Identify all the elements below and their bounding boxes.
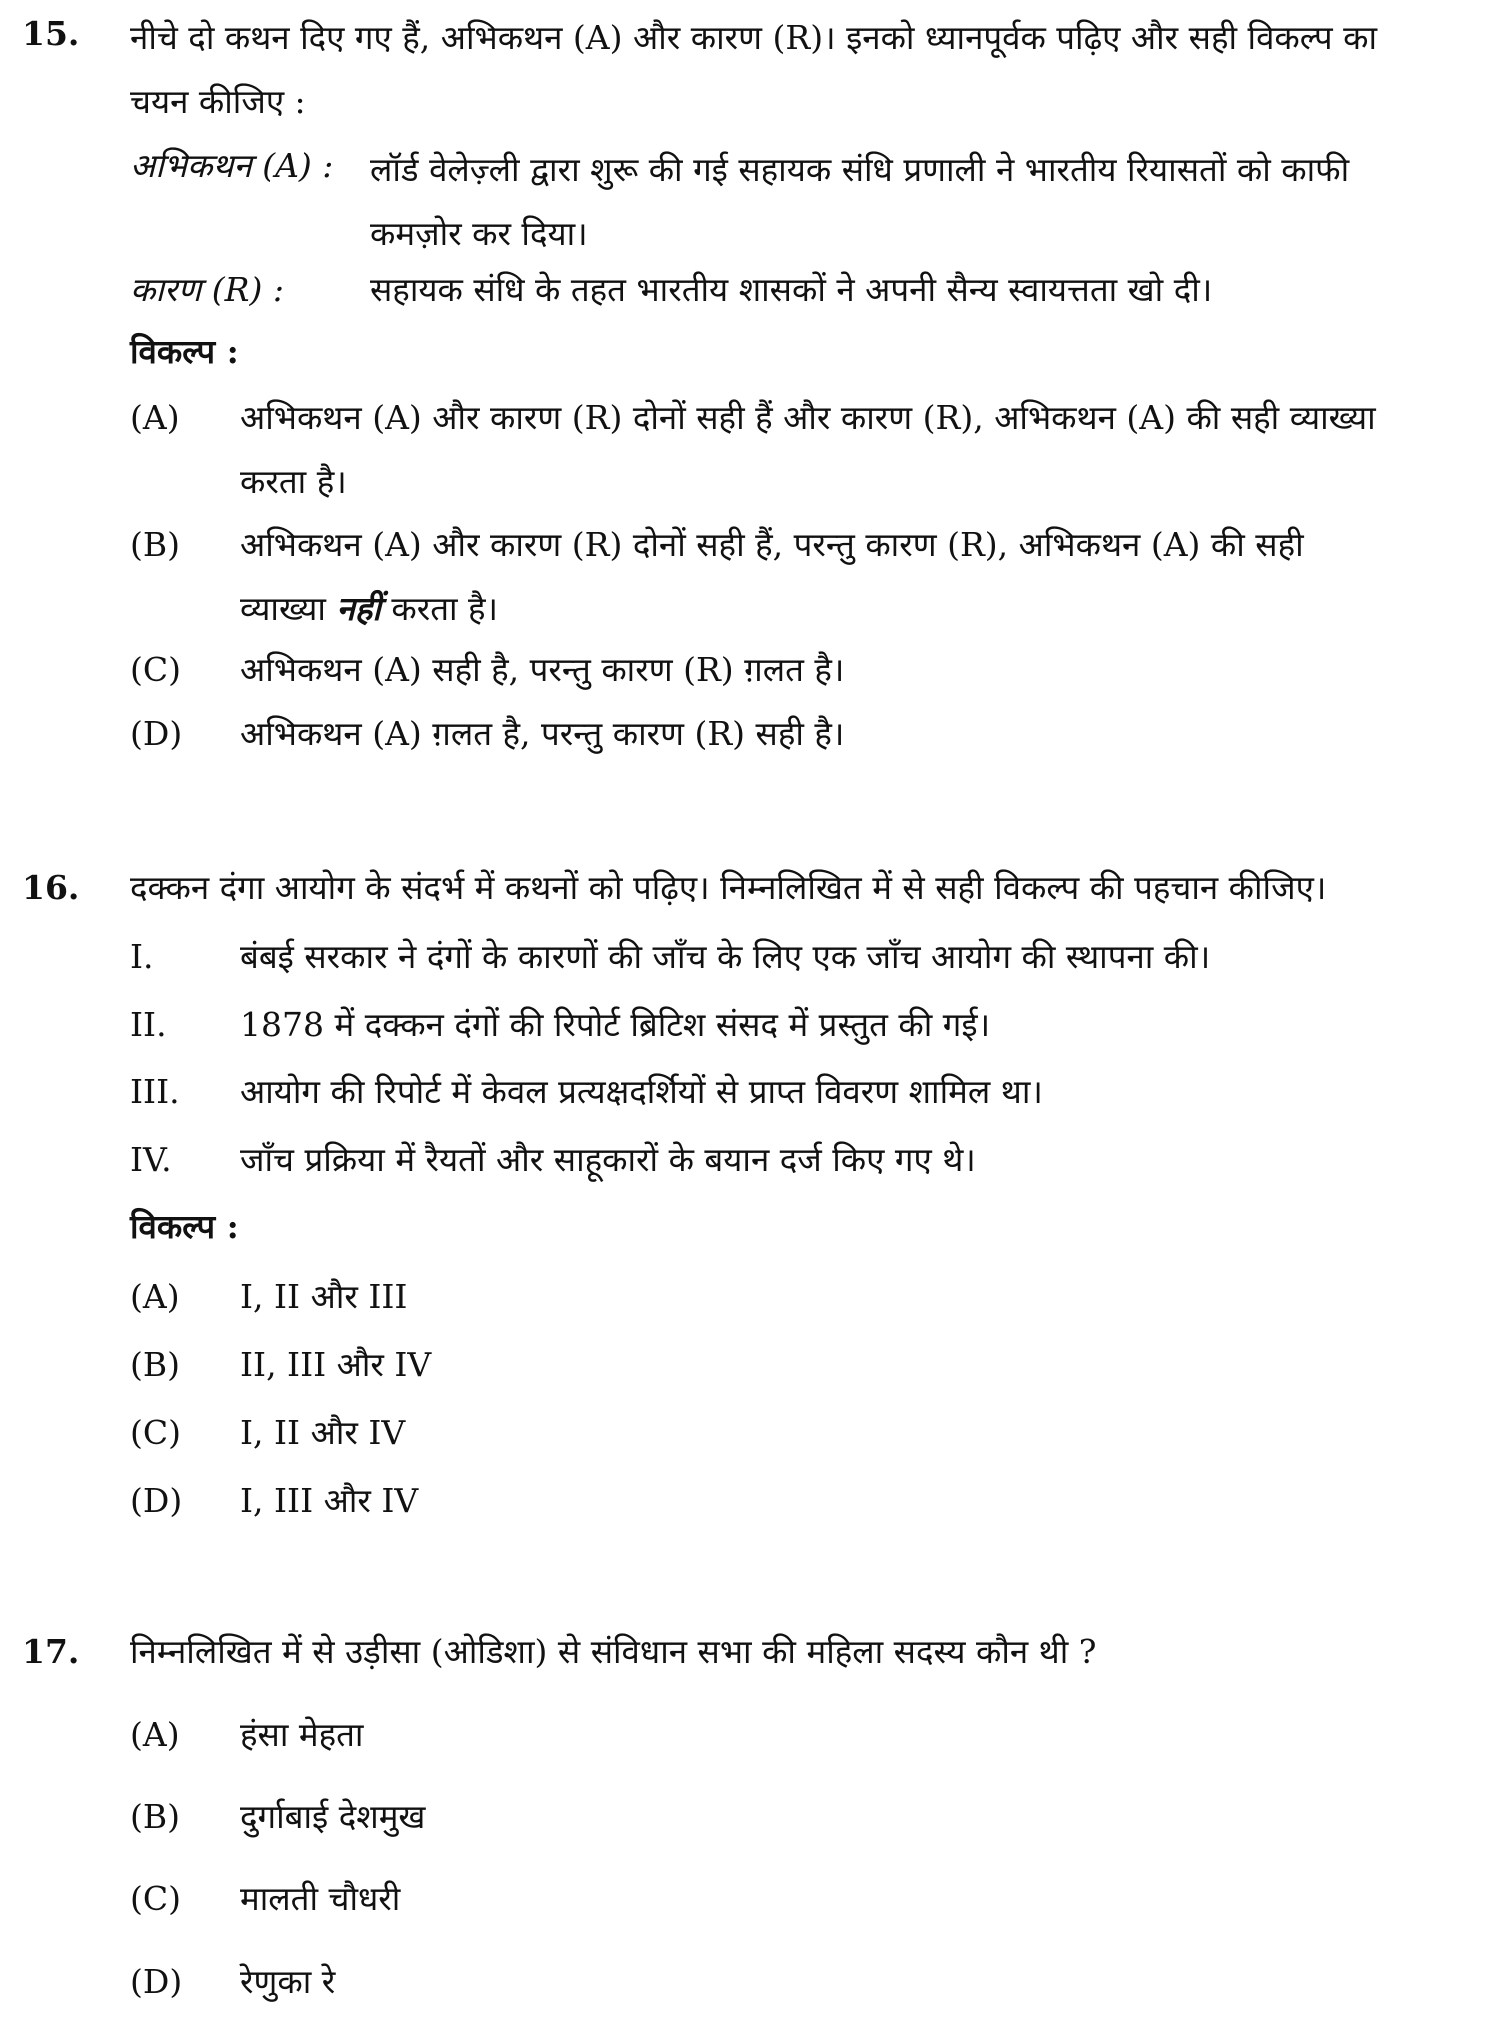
assertion-text: लॉर्ड वेलेज़्ली द्वारा शुरू की गई सहायक संधि प्रणाली ने भारतीय रियासतों को काफी कमज़ोर कर दिया। <box>370 150 1350 253</box>
option-label: (A) <box>130 1715 180 1754</box>
option-label: (D) <box>130 1481 183 1520</box>
statement-text: 1878 में दक्कन दंगों की रिपोर्ट ब्रिटिश संसद में प्रस्तुत की गई। <box>240 1005 991 1044</box>
option-label: (C) <box>130 650 181 689</box>
assertion-label: अभिकथन (A) : <box>130 146 334 185</box>
option-label: (B) <box>130 1797 180 1836</box>
statement-label: III. <box>130 1072 180 1111</box>
option-label: (A) <box>130 398 180 437</box>
emphasis-text: नहीं <box>336 589 381 628</box>
question-number: 16. <box>22 868 80 907</box>
option-text: हंसा मेहता <box>240 1715 364 1754</box>
option-text-after: करता है। <box>380 589 499 628</box>
option-label: (B) <box>130 525 180 564</box>
question-stem: नीचे दो कथन दिए गए हैं, अभिकथन (A) और कारण (R)। इनको ध्यानपूर्वक पढ़िए और सही विकल्प का चयन कीजिए : <box>130 18 1378 121</box>
option-label: (C) <box>130 1413 181 1452</box>
option-label: (D) <box>130 714 183 753</box>
question-number: 15. <box>22 14 80 53</box>
reason-text: सहायक संधि के तहत भारतीय शासकों ने अपनी सैन्य स्वायत्तता खो दी। <box>370 270 1213 309</box>
option-label: (A) <box>130 1277 180 1316</box>
option-text: अभिकथन (A) और कारण (R) दोनों सही हैं और कारण (R), अभिकथन (A) की सही व्याख्या करता है। <box>240 398 1376 501</box>
option-text: I, III और IV <box>240 1481 419 1520</box>
question-stem: निम्नलिखित में से उड़ीसा (ओडिशा) से संविधान सभा की महिला सदस्य कौन थी ? <box>130 1632 1097 1671</box>
option-text: मालती चौधरी <box>240 1879 401 1918</box>
option-text: I, II और IV <box>240 1413 406 1452</box>
statement-text: बंबई सरकार ने दंगों के कारणों की जाँच के लिए एक जाँच आयोग की स्थापना की। <box>240 937 1211 976</box>
options-heading: विकल्प : <box>130 332 239 371</box>
reason-label: कारण (R) : <box>130 270 284 309</box>
option-text: रेणुका रे <box>240 1962 336 2001</box>
option-text: अभिकथन (A) सही है, परन्तु कारण (R) ग़लत है। <box>240 650 845 689</box>
statement-label: IV. <box>130 1140 172 1179</box>
option-text-before: अभिकथन (A) और कारण (R) दोनों सही हैं, परन्तु कारण (R), अभिकथन (A) की सही व्याख्या <box>240 525 1304 628</box>
question-stem: दक्कन दंगा आयोग के संदर्भ में कथनों को पढ़िए। निम्नलिखित में से सही विकल्प की पहचान कीजिए। <box>130 868 1327 907</box>
option-text: अभिकथन (A) ग़लत है, परन्तु कारण (R) सही है। <box>240 714 845 753</box>
options-heading: विकल्प : <box>130 1207 239 1246</box>
option-label: (D) <box>130 1962 183 2001</box>
question-number: 17. <box>22 1632 80 1671</box>
statement-text: जाँच प्रक्रिया में रैयतों और साहूकारों के बयान दर्ज किए गए थे। <box>240 1140 976 1179</box>
option-text <box>240 513 1400 641</box>
option-text: I, II और III <box>240 1277 408 1316</box>
statement-label: I. <box>130 937 154 976</box>
statement-label: II. <box>130 1005 167 1044</box>
statement-text: आयोग की रिपोर्ट में केवल प्रत्यक्षदर्शियों से प्राप्त विवरण शामिल था। <box>240 1072 1043 1111</box>
option-text: II, III और IV <box>240 1345 432 1384</box>
option-label: (B) <box>130 1345 180 1384</box>
option-text: दुर्गाबाई देशमुख <box>240 1797 426 1836</box>
option-label: (C) <box>130 1879 181 1918</box>
